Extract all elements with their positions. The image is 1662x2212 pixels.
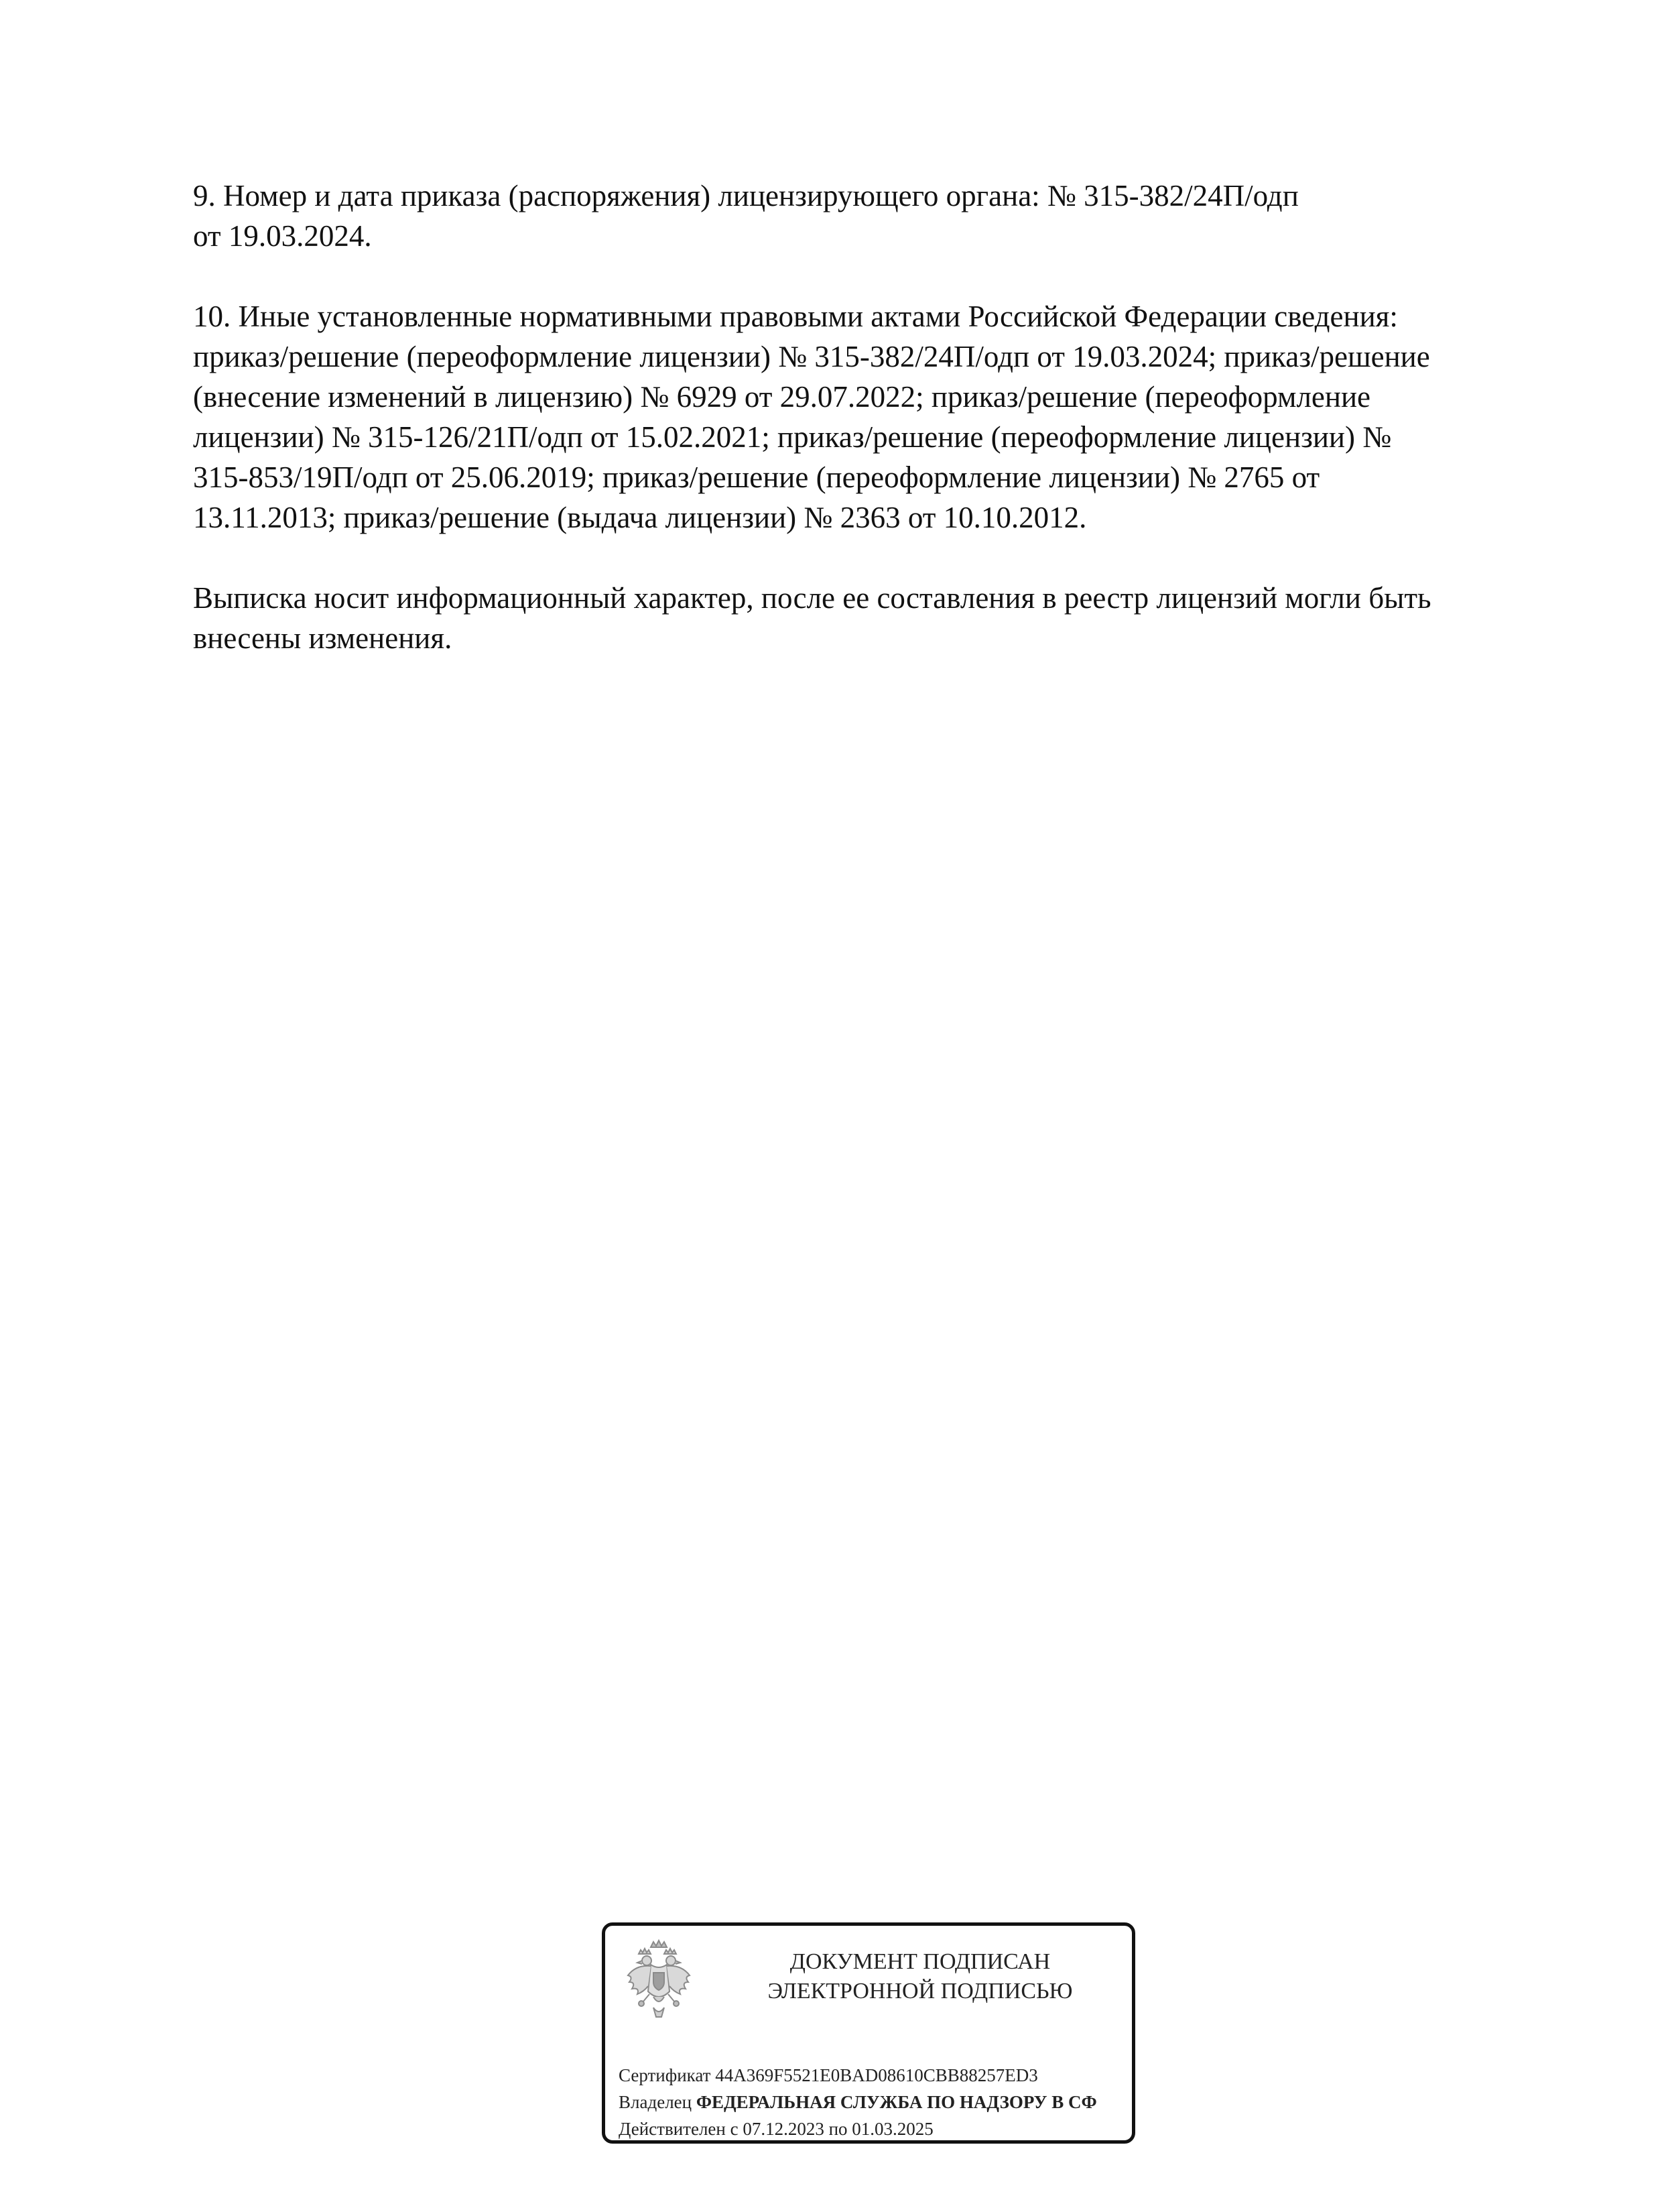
text-line: 315-853/19П/одп от 25.06.2019; приказ/решение (переоформление лицензии) № 2765 от [193,460,1320,494]
owner-value: ФЕДЕРАЛЬНАЯ СЛУЖБА ПО НАДЗОРУ В СФ [696,2092,1097,2112]
text-line: (внесение изменений в лицензию) № 6929 от 29.07.2022; приказ/решение (переоформление [193,380,1371,414]
text-line: Выписка носит информационный характер, после ее составления в реестр лицензий могли быть [193,581,1431,615]
owner-label: Владелец [619,2092,692,2112]
certificate-label: Сертификат [619,2065,711,2085]
text-line: от 19.03.2024. [193,219,372,253]
document-body [193,176,1560,658]
owner-row [619,2089,1097,2115]
text-line: 9. Номер и дата приказа (распоряжения) лицензирующего органа: № 315-382/24П/одп [193,179,1299,212]
stamp-title [719,1947,1121,2006]
text-line: приказ/решение (переоформление лицензии) № 315-382/24П/одп от 19.03.2024; приказ/решение [193,340,1430,373]
certificate-details [619,2062,1097,2142]
text-line: 13.11.2013; приказ/решение (выдача лицензии) № 2363 от 10.10.2012. [193,501,1087,534]
validity-row: Действителен с 07.12.2023 по 01.03.2025 [619,2119,934,2139]
text-line: лицензии) № 315-126/21П/одп от 15.02.2021; приказ/решение (переоформление лицензии) № [193,420,1392,454]
paragraph-disclaimer [193,578,1560,658]
stamp-title-line: ЭЛЕКТРОННОЙ ПОДПИСЬЮ [767,1979,1073,2004]
text-line: внесены изменения. [193,621,452,655]
text-line: 10. Иные установленные нормативными правовыми актами Российской Федерации сведения: [193,300,1398,333]
stamp-title-line: ДОКУМЕНТ ПОДПИСАН [789,1949,1051,1974]
electronic-signature-stamp [602,1922,1135,2144]
certificate-value: 44A369F5521E0BAD08610CBB88257ED3 [715,2065,1038,2085]
certificate-row [619,2062,1097,2089]
paragraph-order-number [193,176,1560,256]
coat-of-arms-icon [624,1938,694,2024]
paragraph-other-info [193,296,1560,538]
